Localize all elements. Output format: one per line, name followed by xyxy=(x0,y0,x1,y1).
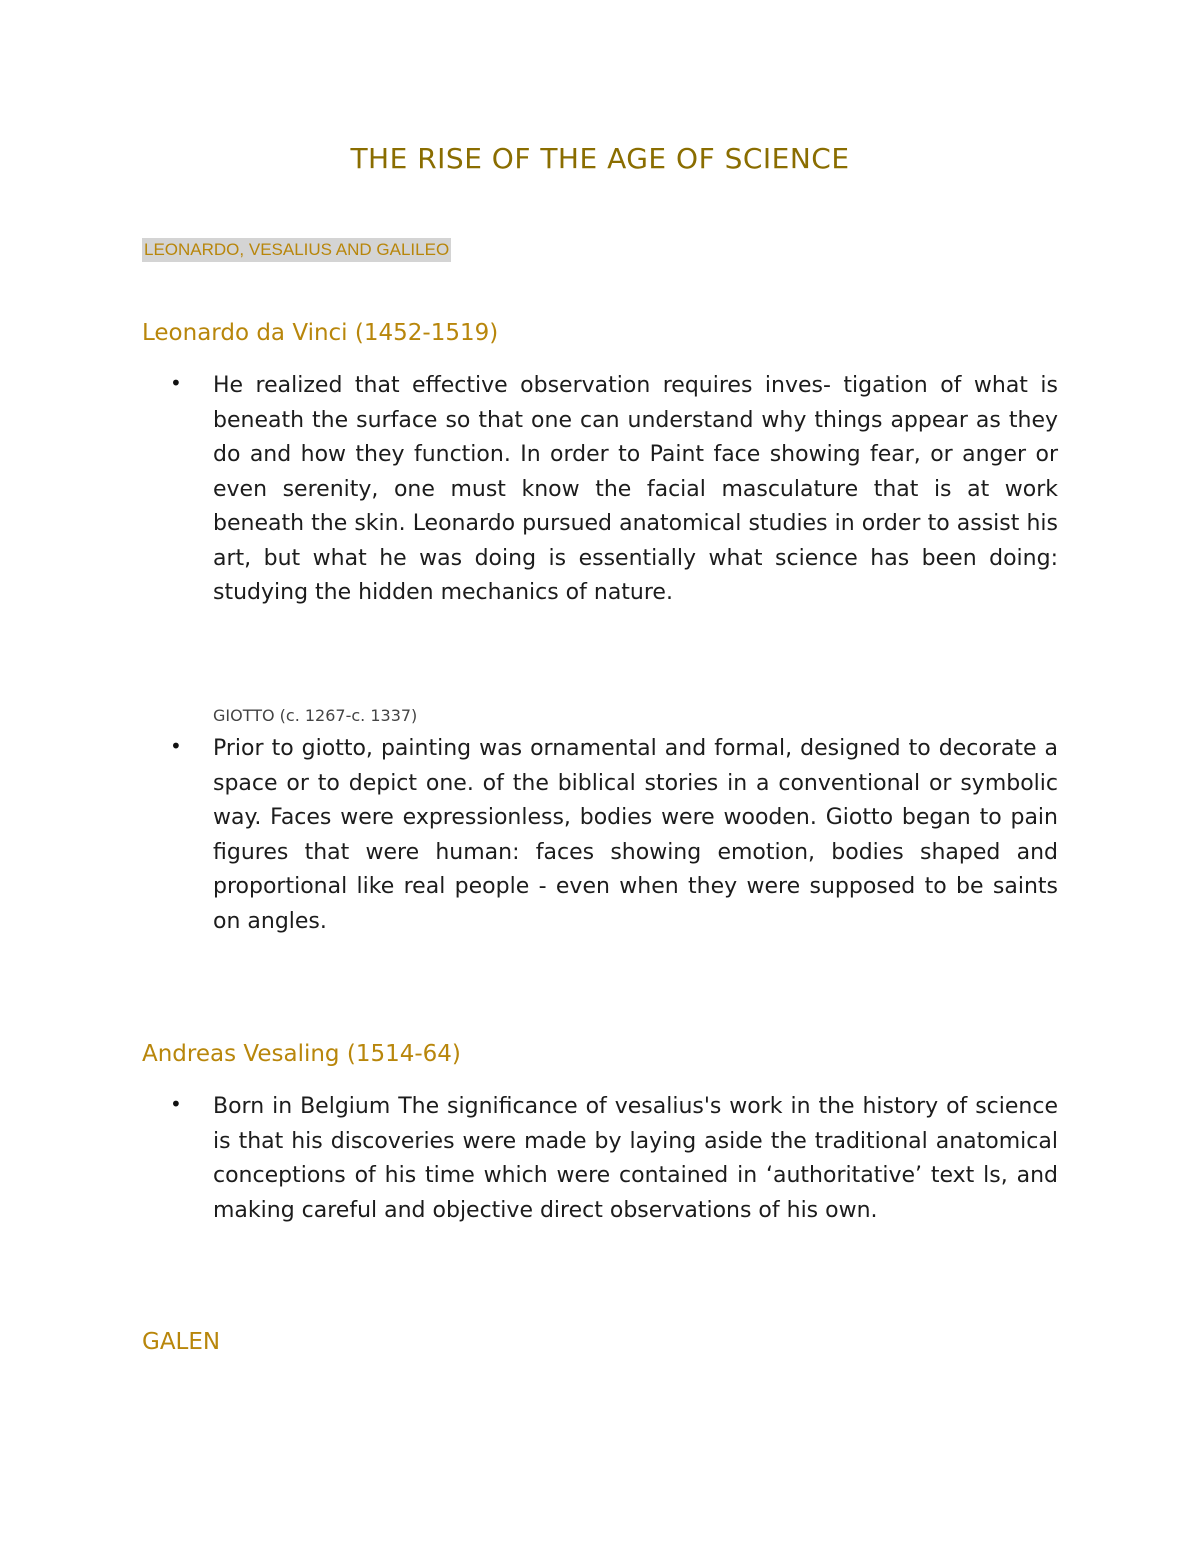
bullet-text: Born in Belgium The significance of vesalius's work in the history of science is that his discoveries were made by laying aside the traditional anatomical conceptions of his time which were contained in ‘authoritative’ text ls, and making careful and objective direct observations of his own. xyxy=(213,1094,1058,1223)
bullet-icon: • xyxy=(170,371,182,395)
page-title: THE RISE OF THE AGE OF SCIENCE xyxy=(350,142,850,175)
section-heading-galen: GALEN xyxy=(142,1329,221,1355)
list-item xyxy=(170,1090,1058,1228)
section-heading-leonardo: Leonardo da Vinci (1452-1519) xyxy=(142,320,499,346)
list-item xyxy=(170,732,1058,939)
giotto-label: GIOTTO (c. 1267-c. 1337) xyxy=(213,706,418,725)
list-item xyxy=(170,369,1058,611)
bullet-icon: • xyxy=(170,734,182,758)
bullet-icon: • xyxy=(170,1092,182,1116)
document-subtitle: LEONARDO, VESALIUS AND GALILEO xyxy=(142,238,451,262)
section-heading-vesaling: Andreas Vesaling (1514-64) xyxy=(142,1041,461,1067)
bullet-text: Prior to giotto, painting was ornamental and formal, designed to decorate a space or to depict one. of the biblical stories in a conventional or symbolic way. Faces were expressionless, bodies were wooden. Giotto began to pain figures that were human: faces showing emotion, bodies shaped and proportional like real people - even when they were supposed to be saints on angles. xyxy=(213,736,1058,934)
bullet-text: He realized that effective observation requires inves- tigation of what is beneath the surface so that one can understand why things appear as they do and how they function. In order to Paint face showing fear, or anger or even serenity, one must know the facial masculature that is at work beneath the skin. Leonardo pursued anatomical studies in order to assist his art, but what he was doing is essentially what science has been doing: studying the hidden mechanics of nature. xyxy=(213,373,1058,605)
